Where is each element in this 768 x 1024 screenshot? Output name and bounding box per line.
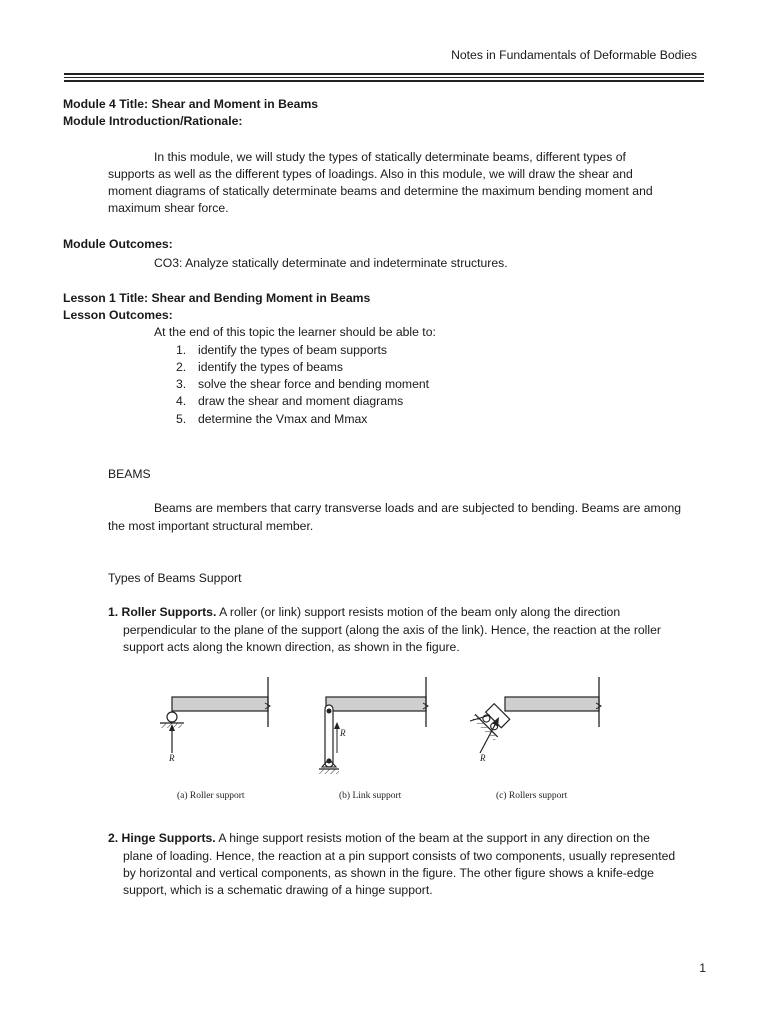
- hinge-line: plane of loading. Hence, the reaction at a pin support consists of two components, usually represented: [123, 849, 676, 863]
- header-rule-bottom: [64, 80, 704, 82]
- roller-support-drawing: [160, 677, 270, 763]
- roller-line: perpendicular to the plane of the support (along the axis of the link). Hence, the reaction at the roller: [123, 623, 661, 637]
- list-item: [176, 411, 367, 428]
- list-item: [176, 393, 403, 410]
- hinge-label: 2. Hinge Supports.: [108, 831, 216, 845]
- list-text: draw the shear and moment diagrams: [198, 394, 404, 408]
- lesson-intro: At the end of this topic the learner should be able to:: [154, 325, 436, 339]
- lesson-title: Lesson 1 Title: Shear and Bending Moment in Beams: [63, 291, 371, 305]
- module-intro-line: In this module, we will study the types of statically determinate beams, different types of: [154, 150, 626, 164]
- list-text: solve the shear force and bending moment: [198, 377, 430, 391]
- roller-line: support acts along the known direction, as shown in the figure.: [123, 640, 460, 654]
- module-intro-line: moment diagrams of statically determinate beams and determine the maximum bending moment and: [108, 184, 653, 198]
- module-intro-line: maximum shear force.: [108, 201, 229, 215]
- roller-text: A roller (or link) support resists motion of the beam only along the direction: [216, 605, 621, 619]
- module-outcomes-heading: Module Outcomes:: [63, 237, 173, 251]
- beams-line: the most important structural member.: [108, 519, 314, 533]
- caption-rollers-support: (c) Rollers support: [496, 791, 568, 801]
- module-intro-line: supports as well as the different types of loadings. Also in this module, we will draw the shear and: [108, 167, 633, 181]
- list-text: identify the types of beam supports: [198, 343, 388, 357]
- module-outcome: CO3: Analyze statically determinate and indeterminate structures.: [154, 256, 508, 270]
- list-text: identify the types of beams: [198, 360, 343, 374]
- inclined-rollers-support-drawing: [470, 677, 601, 763]
- list-item: [176, 359, 343, 376]
- link-support-drawing: [319, 677, 428, 774]
- beams-heading: BEAMS: [108, 467, 151, 481]
- list-item: [176, 342, 387, 359]
- roller-label: 1. Roller Supports.: [108, 605, 217, 619]
- list-number: 3.: [176, 377, 187, 391]
- page-number: 1: [699, 961, 706, 975]
- roller-supports-figure: [145, 665, 620, 815]
- list-item: [176, 376, 429, 393]
- list-number: 1.: [176, 343, 187, 357]
- module-intro-heading: Module Introduction/Rationale:: [63, 114, 243, 128]
- list-number: 4.: [176, 394, 187, 408]
- roller-paragraph-first-line: [108, 604, 620, 621]
- hinge-line: by horizontal and vertical components, as shown in the figure. The other figure shows a knife-edge: [123, 866, 654, 880]
- hinge-text: A hinge support resists motion of the beam at the support in any direction on the: [215, 831, 650, 845]
- header-rule-top: [64, 73, 704, 75]
- running-header: Notes in Fundamentals of Deformable Bodies: [451, 48, 697, 62]
- beams-line: Beams are members that carry transverse loads and are subjected to bending. Beams are among: [154, 501, 682, 515]
- reaction-label-c: R: [480, 753, 486, 763]
- lesson-outcomes-heading: Lesson Outcomes:: [63, 308, 173, 322]
- list-text: determine the Vmax and Mmax: [198, 412, 368, 426]
- list-number: 5.: [176, 412, 187, 426]
- caption-link-support: (b) Link support: [339, 791, 402, 801]
- reaction-label-a: R: [169, 753, 175, 763]
- header-rule-middle: [64, 77, 704, 78]
- hinge-line: support, which is a schematic drawing of a hinge support.: [123, 883, 433, 897]
- module-title: Module 4 Title: Shear and Moment in Beams: [63, 97, 319, 111]
- list-number: 2.: [176, 360, 187, 374]
- hinge-paragraph-first-line: [108, 830, 650, 847]
- supports-heading: Types of Beams Support: [108, 571, 242, 585]
- reaction-label-b: R: [340, 728, 346, 738]
- caption-roller-support: (a) Roller support: [177, 791, 245, 801]
